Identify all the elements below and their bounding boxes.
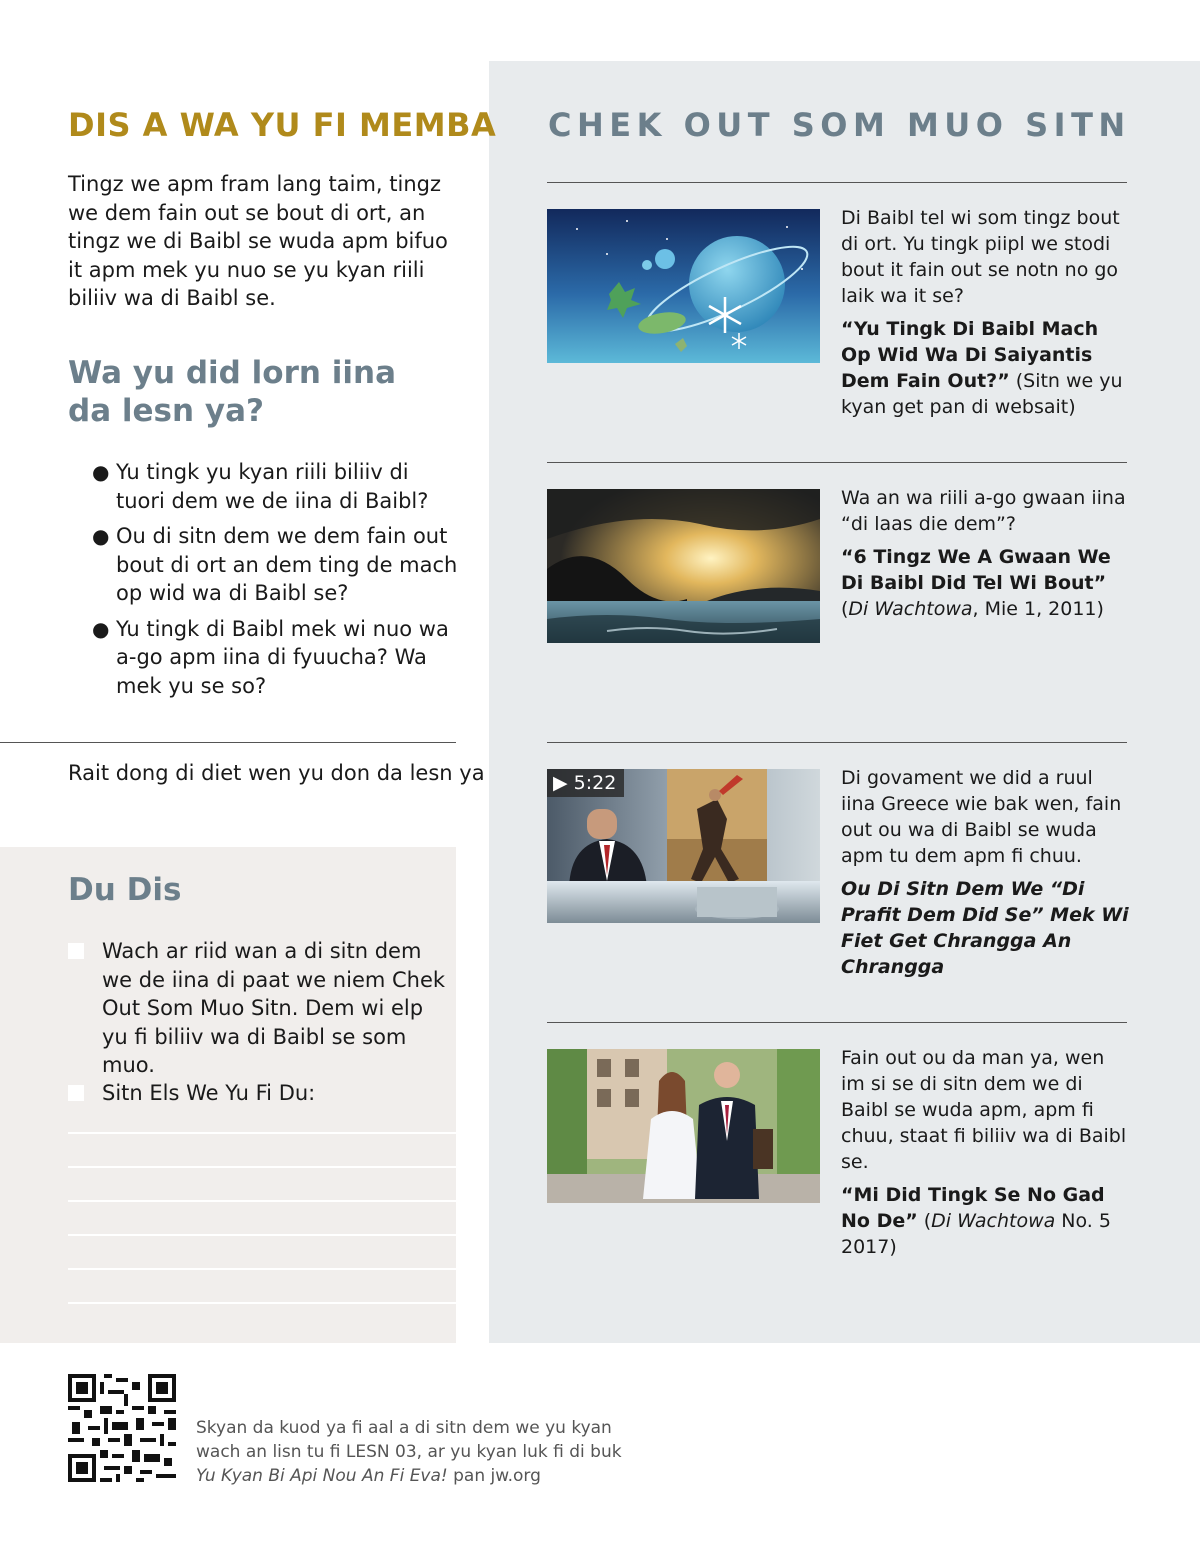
- article-description: [841, 1045, 1133, 1260]
- writing-line[interactable]: [68, 1166, 456, 1168]
- article-summary: Di govament we did a ruul iina Greece wie bak wen, fain out ou wa di Baibl se wuda apm tu dem apm fi chuu.: [841, 767, 1122, 867]
- video-link[interactable]: Ou Di Sitn Dem We “Di Prafit Dem Did Se” Mek Wi Fiet Get Chrangga An Chrangga: [841, 878, 1129, 978]
- article-divider: [547, 462, 1127, 463]
- section-divider: [0, 742, 456, 743]
- qr-code-icon[interactable]: [68, 1374, 176, 1482]
- question-item: [92, 615, 464, 701]
- checkbox-item[interactable]: [68, 1079, 448, 1108]
- learned-heading-line1: Wa yu did lorn iina: [68, 355, 396, 391]
- article-note: (Sitn we yu kyan get pan di websait): [841, 370, 1123, 418]
- writing-line[interactable]: [68, 1268, 456, 1270]
- review-questions: [92, 458, 464, 707]
- article-reference[interactable]: [841, 544, 1133, 622]
- remember-intro: Tingz we apm fram lang taim, tingz we dem fain out se bout di ort, an tingz we di Baibl se wuda apm bifuo it apm mek yu nuo se yu kyan riili biliiv wa di Baibl se.: [68, 172, 448, 310]
- learned-heading-line2: da lesn ya?: [68, 393, 264, 429]
- article-note: , Mie 1, 2011): [972, 598, 1104, 620]
- question-text: Yu tingk di Baibl mek wi nuo wa a-go apm iina di fyuucha? Wa mek yu se so?: [116, 616, 449, 698]
- writing-line[interactable]: [68, 1200, 456, 1202]
- article-note: No. 5 2017): [841, 1210, 1111, 1258]
- article-reference[interactable]: [841, 876, 1133, 980]
- footer-line3[interactable]: pan jw.org: [447, 1466, 541, 1486]
- article-divider: [547, 182, 1127, 183]
- publication-name: Di Wachtowa: [848, 598, 973, 620]
- footer-note: [196, 1416, 696, 1488]
- footer-line2: wach an lisn tu fi LESN 03, ar yu kyan luk fi di buk: [196, 1442, 622, 1462]
- publication-name: Di Wachtowa: [931, 1210, 1056, 1232]
- article-reference[interactable]: [841, 1182, 1133, 1260]
- checkbox-icon[interactable]: [68, 1085, 84, 1101]
- article-link[interactable]: “Yu Tingk Di Baibl Mach Op Wid Wa Di Saiyantis Dem Fain Out?”: [841, 318, 1099, 392]
- news-anchor-video-image[interactable]: [547, 769, 820, 923]
- article-divider: [547, 742, 1127, 743]
- learned-heading: [68, 354, 448, 430]
- question-text: Yu tingk yu kyan riili biliiv di tuori dem we de iina di Baibl?: [116, 460, 429, 513]
- checkbox-label: Sitn Els We Yu Fi Du:: [102, 1081, 316, 1105]
- article-link[interactable]: “Mi Did Tingk Se No Gad No De”: [841, 1184, 1105, 1232]
- article-description: [841, 765, 1133, 980]
- footer-book-title: Yu Kyan Bi Api Nou An Fi Eva!: [196, 1466, 448, 1486]
- chek-out-title: CHEK OUT SOM MUO SITN: [548, 106, 1131, 144]
- sunrise-landscape-image[interactable]: [547, 489, 820, 643]
- video-duration-badge: ▶ 5:22: [547, 769, 624, 797]
- bullet-icon: ●: [92, 524, 110, 548]
- article-summary: Fain out ou da man ya, wen im si se di sitn dem we di Baibl se wuda apm, apm fi chuu, staat fi biliiv wa di Baibl se.: [841, 1047, 1127, 1173]
- writing-line[interactable]: [68, 1302, 456, 1304]
- couple-walking-image[interactable]: [547, 1049, 820, 1203]
- article-description: [841, 485, 1133, 622]
- du-dis-title: Du Dis: [68, 872, 182, 908]
- date-instruction[interactable]: Rait dong di diet wen yu don da lesn ya: [68, 761, 485, 785]
- checkbox-label: Wach ar riid wan a di sitn dem we de iina di paat we niem Chek Out Som Muo Sitn. Dem wi elp yu fi biliiv wa di Baibl se som muo.: [102, 939, 446, 1077]
- article-note: (: [917, 1210, 932, 1232]
- bullet-icon: ●: [92, 616, 110, 641]
- question-text: Ou di sitn dem we dem fain out bout di ort an dem ting de mach op wid wa di Baibl se?: [116, 524, 458, 605]
- question-item: [92, 458, 464, 515]
- article-link[interactable]: “6 Tingz We A Gwaan We Di Baibl Did Tel Wi Bout”: [841, 546, 1111, 594]
- writing-line[interactable]: [68, 1132, 456, 1134]
- writing-line[interactable]: [68, 1234, 456, 1236]
- planet-image[interactable]: [547, 209, 820, 363]
- checkbox-item[interactable]: [68, 937, 448, 1080]
- question-item: [92, 522, 464, 608]
- article-summary: Di Baibl tel wi som tingz bout di ort. Yu tingk piipl we stodi bout it fain out se notn no go laik wa it se?: [841, 207, 1120, 307]
- checkbox-icon[interactable]: [68, 943, 84, 959]
- footer-line1: Skyan da kuod ya fi aal a di sitn dem we yu kyan: [196, 1418, 612, 1438]
- article-description: [841, 205, 1133, 420]
- article-note: (: [841, 598, 849, 620]
- article-divider: [547, 1022, 1127, 1023]
- bullet-icon: ●: [92, 460, 110, 484]
- article-summary: Wa an wa riili a-go gwaan iina “di laas die dem”?: [841, 487, 1126, 535]
- remember-title: DIS A WA YU FI MEMBA: [68, 106, 497, 144]
- article-reference[interactable]: [841, 316, 1133, 420]
